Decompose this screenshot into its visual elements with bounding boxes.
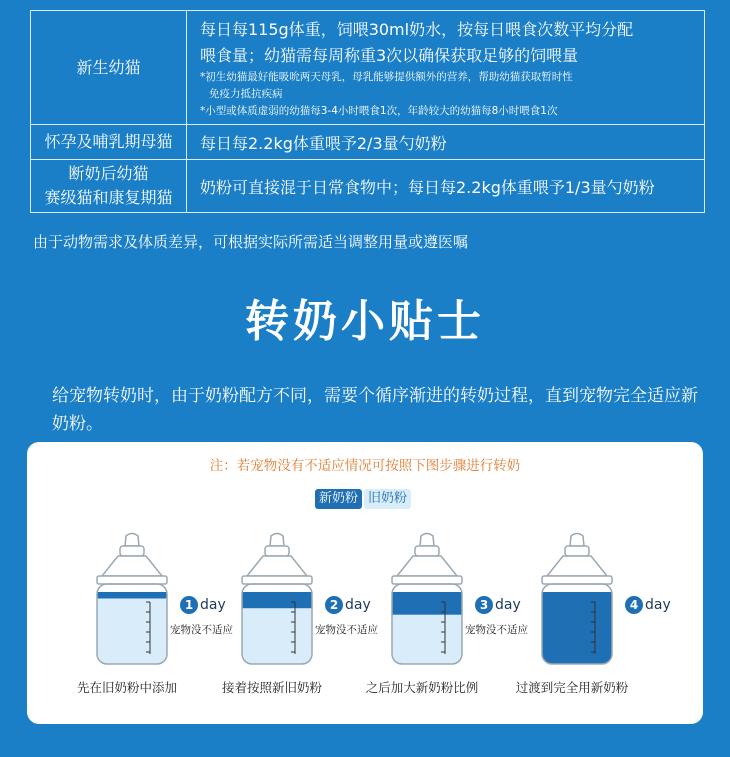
day-badge [475, 596, 521, 614]
reaction-label: 宠物没不适应 [170, 624, 233, 636]
day-number: 4 [625, 596, 643, 614]
main-text: 每日每115g体重，饲喂30ml奶水，按每日喂食次数平均分配 [200, 20, 634, 39]
note-text: *初生幼猫最好能吸吮两天母乳，母乳能够提供额外的营养，帮助幼猫获取暂时性 [200, 71, 573, 83]
intro-text: 给宠物转奶时，由于奶粉配方不同，需要个循序渐进的转奶过程，直到宠物完全适应新奶粉。 [52, 386, 698, 434]
row-content [187, 125, 704, 159]
day-number: 2 [325, 596, 343, 614]
bottle-icon [537, 532, 617, 672]
feeding-table [30, 10, 705, 213]
table-row [31, 160, 704, 213]
reaction-label: 宠物没不适应 [315, 624, 378, 636]
legend-new-milk: 新奶粉 [315, 489, 362, 509]
bottle-icon [387, 532, 467, 672]
stage-2 [217, 532, 378, 682]
disclaimer-text: 由于动物需求及体质差异，可根据实际所需适当调整用量或遵医嘱 [33, 233, 469, 251]
day-number: 3 [475, 596, 493, 614]
day-label: day [345, 597, 371, 613]
table-row [31, 11, 704, 125]
row-label [31, 11, 187, 124]
stage-1 [72, 532, 233, 682]
stage-4 [517, 532, 671, 682]
day-number: 1 [180, 596, 198, 614]
reaction-label: 宠物没不适应 [465, 624, 528, 636]
stage-caption: 接着按照新旧奶粉 [221, 680, 322, 695]
note-text: 免疫力抵抗疾病 [209, 88, 283, 100]
stage-3 [367, 532, 528, 682]
main-text: 喂食量；幼猫需每周称重3次以确保获取足够的饲喂量 [200, 46, 579, 65]
table-row [31, 125, 704, 160]
row-content [187, 11, 704, 124]
stage-caption: 过渡到完全用新奶粉 [515, 680, 629, 695]
row-label-text: 新生幼猫 [76, 57, 141, 77]
day-label: day [200, 597, 226, 613]
main-text: 每日每2.2kg体重喂予2/3量勺奶粉 [200, 133, 447, 153]
stage-caption: 先在旧奶粉中添加 [76, 680, 177, 695]
row-label [31, 125, 187, 159]
day-badge [625, 596, 671, 614]
stage-caption: 之后加大新奶粉比例 [365, 680, 479, 695]
card-note: 注：若宠物没有不适应情况可按照下图步骤进行转奶 [209, 458, 521, 474]
row-label-text: 断奶后幼猫 [68, 164, 149, 183]
bottle-icon [237, 532, 317, 672]
day-label: day [495, 597, 521, 613]
transition-card [27, 442, 703, 724]
row-label-text: 怀孕及哺乳期母猫 [44, 132, 173, 151]
legend-old-milk: 旧奶粉 [364, 489, 411, 509]
page-title: 转奶小贴士 [245, 296, 485, 347]
day-label: day [645, 597, 671, 613]
note-text: *小型或体质虚弱的幼猫每3-4小时喂食1次，年龄较大的幼猫每8小时喂食1次 [200, 105, 558, 117]
row-label [31, 160, 187, 212]
day-badge [325, 596, 371, 614]
legend [315, 489, 411, 509]
row-content [187, 160, 704, 212]
main-text: 奶粉可直接混于日常食物中；每日每2.2kg体重喂予1/3量勺奶粉 [200, 177, 655, 197]
bottle-icon [92, 532, 172, 672]
row-label-text: 赛级猫和康复期猫 [44, 188, 173, 207]
